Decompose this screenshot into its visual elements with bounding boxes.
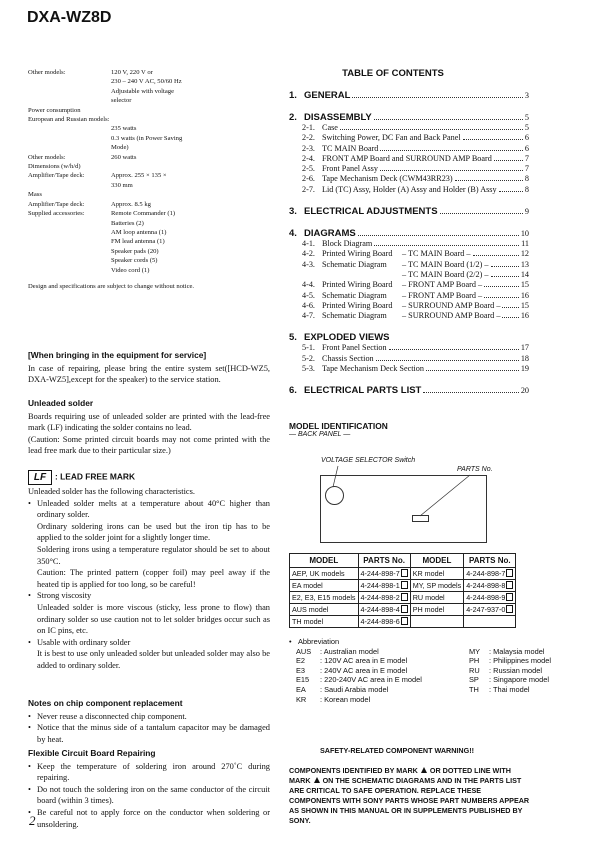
- abbreviation-item: [289, 685, 462, 695]
- toc-entry-page: 15: [520, 300, 529, 310]
- parts-number-cell: [358, 568, 410, 580]
- spec-key: European and Russian models:: [28, 116, 110, 124]
- parts-number-cell: [464, 568, 516, 580]
- abbreviation-desc: : Saudi Arabia model: [320, 684, 389, 694]
- toc-entry-page: 19: [520, 364, 529, 374]
- toc-section-page: 5: [524, 113, 529, 122]
- lead-free-section: LF : LEAD FREE MARK Unleaded solder has the following characteristics. • Unleaded solder melts at a temperature about 40°C higher than ordinary solder. Ordinary soldering irons can be used but the iron tip has to be applied to the solder joint for a slightly longer time. Soldering irons using a temperature regulator should be set to about 350°C. Caution: The printed pattern (copper foil) may peel away if the heated tip is applied for too long, so be careful! • Strong viscosity Unleaded solder is more viscous (sticky, less prone to flow) than ordinary solder so use caution not to let solder bridges occur such as on IC pins, etc. • Usable with ordinary solder It is best to use only unleaded solder but unleaded solder may also be added to ordinary solder.: [28, 471, 270, 670]
- toc-entry-board: – SURROUND AMP Board –: [402, 300, 501, 310]
- parts-number: 4-244-898-9: [466, 593, 506, 602]
- toc-section-page: 20: [520, 386, 529, 396]
- toc-entry-page: 7: [524, 164, 529, 174]
- toc-section-num: 2.: [289, 112, 297, 123]
- toc-entry-board: – TC MAIN Board –: [402, 249, 471, 259]
- safety-warning: [289, 766, 531, 826]
- toc-entry-num: 2-4.: [302, 153, 315, 163]
- lead-free-bullet-3: Usable with ordinary solder: [37, 637, 131, 647]
- abbreviation-item: [462, 666, 551, 676]
- model-name: E2, E3, E15 models: [292, 593, 356, 602]
- spec-note: Design and specifications are subject to change without notice.: [28, 282, 195, 290]
- table-header: MODEL: [410, 554, 463, 568]
- toc-entry-label: Lid (TC) Assy, Holder (A) Assy and Holder (B) Assy: [322, 184, 497, 194]
- abbreviation-code: AUS: [296, 646, 312, 656]
- checkbox-icon: [401, 569, 408, 577]
- abbreviation-code: RU: [469, 665, 480, 675]
- model-name: TH model: [292, 617, 324, 626]
- unleaded-title: Unleaded solder: [28, 398, 94, 408]
- spec-value: Speaker pads (20): [111, 247, 159, 255]
- parts-number-cell: [464, 580, 516, 592]
- safety-text-c: ON THE SCHEMATIC DIAGRAMS AND IN THE PARTS LIST ARE CRITICAL TO SAFE OPERATION. REPLACE THESE COMPONENTS WITH SONY PARTS WHOSE PART NUMBERS APPEAR AS SHOWN IN THIS MANUAL OR IN SUPPLEMENTS PUBLISHED BY SONY.: [289, 776, 530, 825]
- abbreviation-section: • Abbreviation AUS : Australian model E2 : 120V AC area in E model E3 : 240V AC area in E model E15 : 220-240V AC area in E model EA : Saudi Arabia model KR : Korean model MY : Malaysia model PH : Philippines model RU : Russian model SP : Singapore model TH : Thai model: [289, 637, 552, 704]
- abbreviation-desc: : 220-240V AC area in E model: [320, 675, 422, 685]
- toc-entry-num: 2-7.: [302, 184, 315, 194]
- model-id-subtitle: — BACK PANEL —: [289, 431, 351, 438]
- toc-entry-num: 4-3.: [302, 259, 315, 269]
- parts-number-cell: [358, 604, 410, 616]
- checkbox-icon: [401, 581, 408, 589]
- chip-bullet-1: Never reuse a disconnected chip component.: [37, 711, 187, 721]
- spec-value: 230 – 240 V AC, 50/60 Hz: [111, 78, 182, 86]
- abbreviation-item: [462, 685, 551, 695]
- parts-number: 4-244-898-4: [360, 605, 400, 614]
- model-name: AEP, UK models: [292, 569, 345, 578]
- table-header: MODEL: [290, 554, 359, 568]
- model-cell: [290, 616, 359, 628]
- lead-free-bullet-1: Unleaded solder melts at a temperature about 40°C higher than ordinary solder.: [37, 498, 270, 520]
- toc-entry-label: Printed Wiring Board: [322, 280, 393, 290]
- model-cell: [410, 568, 463, 580]
- model-cell: [290, 592, 359, 604]
- spec-value: Adjustable with voltage: [111, 87, 174, 95]
- unleaded-caution: (Caution: Some printed circuit boards may not come printed with the lead free mark due to their particular size.): [28, 434, 270, 456]
- toc-section-label: ELECTRICAL ADJUSTMENTS: [304, 206, 438, 218]
- abbreviation-item: [462, 675, 551, 685]
- checkbox-icon: [401, 593, 408, 601]
- toc-entry-num: 2-1.: [302, 123, 315, 132]
- model-name: EA model: [292, 581, 323, 590]
- abbreviation-title: Abbreviation: [298, 637, 340, 646]
- toc-entry-label: Front Panel Assy: [322, 164, 378, 174]
- lead-free-title: : LEAD FREE MARK: [55, 471, 136, 482]
- spec-key: Power consumption: [28, 106, 81, 114]
- back-panel-diagram: [320, 475, 487, 543]
- parts-no-label: PARTS No.: [457, 466, 493, 473]
- spec-value: FM lead antenna (1): [111, 238, 165, 246]
- abbreviation-code: KR: [296, 694, 307, 704]
- toc-entry-label: Case: [322, 123, 338, 132]
- chip-title: Notes on chip component replacement: [28, 698, 183, 708]
- toc-entry-page: 8: [524, 174, 529, 184]
- toc-section-num: 4.: [289, 228, 297, 240]
- checkbox-icon: [401, 605, 408, 613]
- toc-entry-num: 4-2.: [302, 249, 315, 259]
- abbreviation-code: TH: [469, 684, 479, 694]
- toc-section-label: DISASSEMBLY: [304, 112, 372, 123]
- toc-section-label: EXPLODED VIEWS: [304, 332, 390, 344]
- chip-bullet-2: Notice that the minus side of a tantalum capacitor may be damaged by heat.: [37, 723, 270, 744]
- model-cell: [410, 616, 463, 628]
- lead-free-bullet-2a: Unleaded solder is more viscous (sticky, less prone to flow) than ordinary solder so use caution not to let solder bridges occur such as on IC pins, etc.: [37, 602, 270, 636]
- toc-entry-page: 5: [524, 123, 529, 132]
- toc-entry-label: Schematic Diagram: [322, 311, 387, 321]
- toc-entry-label: Schematic Diagram: [322, 259, 387, 269]
- spec-key: Amplifier/Tape deck:: [28, 172, 85, 180]
- flex-bullet-1: Keep the temperature of soldering iron around 270˚C during repairing.: [37, 761, 270, 783]
- parts-number: 4-244-898-1: [360, 581, 400, 590]
- toc-section-num: 5.: [289, 332, 297, 344]
- table-header: PARTS No.: [464, 554, 516, 568]
- toc-entry-label: Block Diagram: [322, 239, 373, 249]
- bring-title: [When bringing in the equipment for service]: [28, 350, 207, 360]
- abbreviation-desc: : Singapore model: [489, 675, 549, 685]
- table-row: [290, 568, 516, 580]
- lead-free-bullet-3a: It is best to use only unleaded solder but unleaded solder may also be added to ordinary solder.: [37, 649, 270, 670]
- toc-entry-label: FRONT AMP Board and SURROUND AMP Board: [322, 153, 492, 163]
- toc-entry-label: Switching Power, DC Fan and Back Panel: [322, 133, 461, 143]
- toc-entry-board: – TC MAIN Board (1/2) –: [402, 259, 489, 269]
- abbreviation-desc: : 120V AC area in E model: [320, 656, 408, 666]
- toc-entry-board: – TC MAIN Board (2/2) –: [402, 269, 489, 279]
- parts-number-cell: [464, 592, 516, 604]
- unleaded-text: Boards requiring use of unleaded solder are printed with the lead-free mark (LF) indicating the solder contains no lead.: [28, 411, 270, 433]
- toc-entry-page: 14: [520, 269, 529, 279]
- parts-number: 4-247-937-0: [466, 605, 506, 614]
- page-number: 2: [29, 813, 36, 828]
- toc-entry-num: 2-5.: [302, 164, 315, 174]
- abbreviation-desc: : Malaysia model: [489, 646, 545, 656]
- toc-entry-page: 11: [521, 239, 529, 249]
- toc-entry-num: 5-3.: [302, 364, 315, 374]
- toc-section-label: GENERAL: [304, 90, 351, 101]
- spec-value: Remote Commander (1): [111, 210, 176, 218]
- table-row: [290, 580, 516, 592]
- toc-section-num: 1.: [289, 90, 297, 101]
- toc-entry-label: Printed Wiring Board: [322, 249, 393, 259]
- model-name: KR model: [412, 569, 445, 578]
- checkbox-icon: [401, 617, 408, 625]
- model-cell: [410, 604, 463, 616]
- parts-number: 4-244-898-7: [466, 569, 506, 578]
- abbreviation-item: [289, 666, 462, 676]
- spec-value: Video cord (1): [111, 266, 150, 274]
- abbreviation-code: PH: [469, 656, 480, 666]
- abbreviation-desc: : Philippines model: [489, 656, 552, 666]
- toc-entry-page: 12: [520, 249, 529, 259]
- lead-free-intro: Unleaded solder has the following characteristics.: [28, 487, 195, 496]
- chip-section: Notes on chip component replacement • Never reuse a disconnected chip component. • Notice that the minus side of a tantalum capacitor may be damaged by heat.: [28, 698, 270, 744]
- parts-label-plate: [412, 515, 429, 522]
- model-name: AUS model: [292, 605, 329, 614]
- table-row: [290, 616, 516, 628]
- parts-number-cell: [464, 616, 516, 628]
- parts-number: 4-244-898-2: [360, 593, 400, 602]
- abbreviation-desc: : Thai model: [489, 684, 530, 694]
- toc-entry-label: Front Panel Section: [322, 343, 387, 353]
- model-cell: [290, 604, 359, 616]
- toc-section-page: 9: [524, 207, 529, 217]
- toc-entry-label: Printed Wiring Board: [322, 300, 393, 310]
- voltage-selector-label: VOLTAGE SELECTOR Switch: [321, 457, 416, 464]
- toc-section-num: 3.: [289, 206, 297, 218]
- toc-title: TABLE OF CONTENTS: [342, 68, 444, 79]
- model-cell: [410, 580, 463, 592]
- model-id-title: MODEL IDENTIFICATION: [289, 421, 388, 431]
- lead-free-bullet-1b: Soldering irons using a temperature regulator should be set to about 350°C.: [37, 544, 270, 566]
- spec-value: 0.3 watts (in Power Saving: [111, 134, 183, 142]
- table-row: [290, 592, 516, 604]
- toc-section-num: 6.: [289, 385, 297, 397]
- toc-section-label: ELECTRICAL PARTS LIST: [304, 385, 422, 397]
- toc-entry-board: – FRONT AMP Board –: [402, 290, 483, 300]
- warning-triangle-icon: [421, 767, 427, 773]
- toc-entry-page: 13: [520, 259, 529, 269]
- model-cell: [290, 568, 359, 580]
- toc-entry-num: 5-2.: [302, 353, 315, 363]
- model-name: MY, SP models: [412, 581, 462, 590]
- parts-number-cell: [358, 592, 410, 604]
- spec-value: 260 watts: [111, 153, 137, 161]
- abbreviation-code: SP: [469, 675, 479, 685]
- spec-value: Approx. 255 × 135 ×: [111, 172, 167, 180]
- toc-entry-page: 16: [520, 311, 529, 321]
- safety-text-a: COMPONENTS IDENTIFIED BY MARK: [289, 766, 418, 775]
- toc-entry-label: Chassis Section: [322, 353, 374, 363]
- spec-value: Approx. 8.5 kg: [111, 200, 151, 208]
- checkbox-icon: [506, 605, 513, 613]
- spec-key: Dimensions (w/h/d): [28, 163, 81, 171]
- abbreviation-code: E15: [296, 675, 310, 685]
- table-header: PARTS No.: [358, 554, 410, 568]
- voltage-selector-switch: [325, 486, 344, 505]
- bring-text: In case of repairing, please bring the entire system set([HCD-WZ5, DXA-WZ5],except for the speaker) to the service station.: [28, 363, 270, 385]
- spec-key: Supplied accessories:: [28, 210, 85, 218]
- abbreviation-item: [462, 647, 551, 657]
- table-row: [290, 604, 516, 616]
- spec-value: AM loop antenna (1): [111, 228, 167, 236]
- parts-number-cell: [358, 616, 410, 628]
- parts-number: 4-244-898-7: [360, 569, 400, 578]
- spec-value: 330 mm: [111, 181, 133, 189]
- spec-key: Other models:: [28, 153, 66, 161]
- toc-entry-num: 4-7.: [302, 311, 315, 321]
- toc-entry-num: 4-5.: [302, 290, 315, 300]
- lead-free-logo-icon: LF: [28, 470, 52, 485]
- parts-number: 4-244-898-6: [360, 617, 400, 626]
- abbreviation-item: [289, 695, 462, 705]
- abbreviation-desc: : Russian model: [489, 665, 542, 675]
- toc-entry-page: 16: [520, 290, 529, 300]
- model-title: DXA-WZ8D: [27, 9, 112, 26]
- toc-entry-num: 4-6.: [302, 300, 315, 310]
- toc-entry-num: 2-6.: [302, 174, 315, 184]
- spec-value: Mode): [111, 144, 129, 152]
- abbreviation-item: [289, 647, 462, 657]
- abbreviation-item: [462, 656, 551, 666]
- toc-entry-board: – SURROUND AMP Board –: [402, 311, 501, 321]
- model-cell: [410, 592, 463, 604]
- toc-entry-page: 7: [524, 153, 529, 163]
- toc-entry-label: Tape Mechanism Deck Section: [322, 364, 424, 374]
- warning-triangle-icon: [314, 777, 320, 783]
- flex-section: Flexible Circuit Board Repairing • Keep the temperature of soldering iron around 270˚C during repairing. • Do not touch the soldering iron on the same conductor of the circuit board (within 3 times). • Be careful not to apply force on the conductor when soldering or unsoldering.: [28, 748, 270, 829]
- parts-number-cell: [358, 580, 410, 592]
- flex-title: Flexible Circuit Board Repairing: [28, 748, 156, 758]
- spec-value: Batteries (2): [111, 219, 144, 227]
- flex-bullet-3: Be careful not to apply force on the conductor when soldering or unsoldering.: [37, 807, 270, 829]
- lead-free-bullet-1a: Ordinary soldering irons can be used but the iron tip has to be applied to the solder joint for a slightly longer time.: [37, 521, 270, 543]
- toc-section-page: 3: [524, 91, 529, 100]
- toc-entry-num: 4-4.: [302, 280, 315, 290]
- parts-number-cell: [464, 604, 516, 616]
- model-parts-table: [289, 553, 516, 628]
- abbreviation-code: EA: [296, 684, 306, 694]
- toc-entry-num: 2-3.: [302, 143, 315, 153]
- toc-section-label: DIAGRAMS: [304, 228, 356, 240]
- safety-text-b: OR DOTTED LINE WITH MARK: [289, 766, 511, 785]
- spec-key: Other models:: [28, 69, 66, 76]
- abbreviation-desc: : Australian model: [320, 646, 379, 656]
- toc-entry-num: 2-2.: [302, 133, 315, 143]
- spec-value: selector: [111, 97, 132, 105]
- spec-key: Amplifier/Tape deck:: [28, 200, 85, 208]
- toc-entry-page: 8: [524, 184, 529, 194]
- abbreviation-code: MY: [469, 646, 481, 656]
- model-name: PH model: [412, 605, 445, 614]
- toc-entry-label: Schematic Diagram: [322, 290, 387, 300]
- parts-number: 4-244-898-8: [466, 581, 506, 590]
- abbreviation-desc: : 240V AC area in E model: [320, 665, 408, 675]
- abbreviation-item: [289, 675, 462, 685]
- checkbox-icon: [506, 593, 513, 601]
- toc-entry-board: – FRONT AMP Board –: [402, 280, 483, 290]
- toc-entry-page: 6: [524, 143, 529, 153]
- toc-entry-num: 5-1.: [302, 343, 315, 353]
- spec-value: 235 watts: [111, 125, 137, 133]
- checkbox-icon: [506, 581, 513, 589]
- safety-title: SAFETY-RELATED COMPONENT WARNING!!: [320, 746, 474, 755]
- abbreviation-item: [289, 656, 462, 666]
- model-cell: [290, 580, 359, 592]
- model-name: RU model: [412, 593, 445, 602]
- spec-value: Speaker cords (5): [111, 257, 158, 265]
- abbreviation-code: E2: [296, 656, 306, 666]
- abbreviation-desc: : Korean model: [320, 694, 371, 704]
- lead-free-bullet-2: Strong viscosity: [37, 591, 92, 601]
- flex-bullet-2: Do not touch the soldering iron on the same conductor of the circuit board (within 3 times).: [37, 784, 270, 806]
- lead-free-bullet-1c: Caution: The printed pattern (copper foil) may peel away if the heated tip is applied for too long, so be careful!: [37, 568, 270, 589]
- toc-entry-label: Tape Mechanism Deck (CWM43RR23): [322, 174, 453, 184]
- spec-value: 120 V, 220 V or: [111, 69, 153, 76]
- toc-entry-page: 18: [520, 353, 529, 363]
- toc-entry-page: 17: [520, 343, 529, 353]
- toc-entry-label: TC MAIN Board: [322, 143, 379, 153]
- spec-key: Mass: [28, 191, 42, 199]
- toc-entry-page: 6: [524, 133, 529, 143]
- toc-entry-num: 4-1.: [302, 239, 315, 249]
- toc-entry-page: 15: [520, 280, 529, 290]
- checkbox-icon: [506, 569, 513, 577]
- toc-section-page: 10: [520, 229, 529, 239]
- abbreviation-code: E3: [296, 665, 306, 675]
